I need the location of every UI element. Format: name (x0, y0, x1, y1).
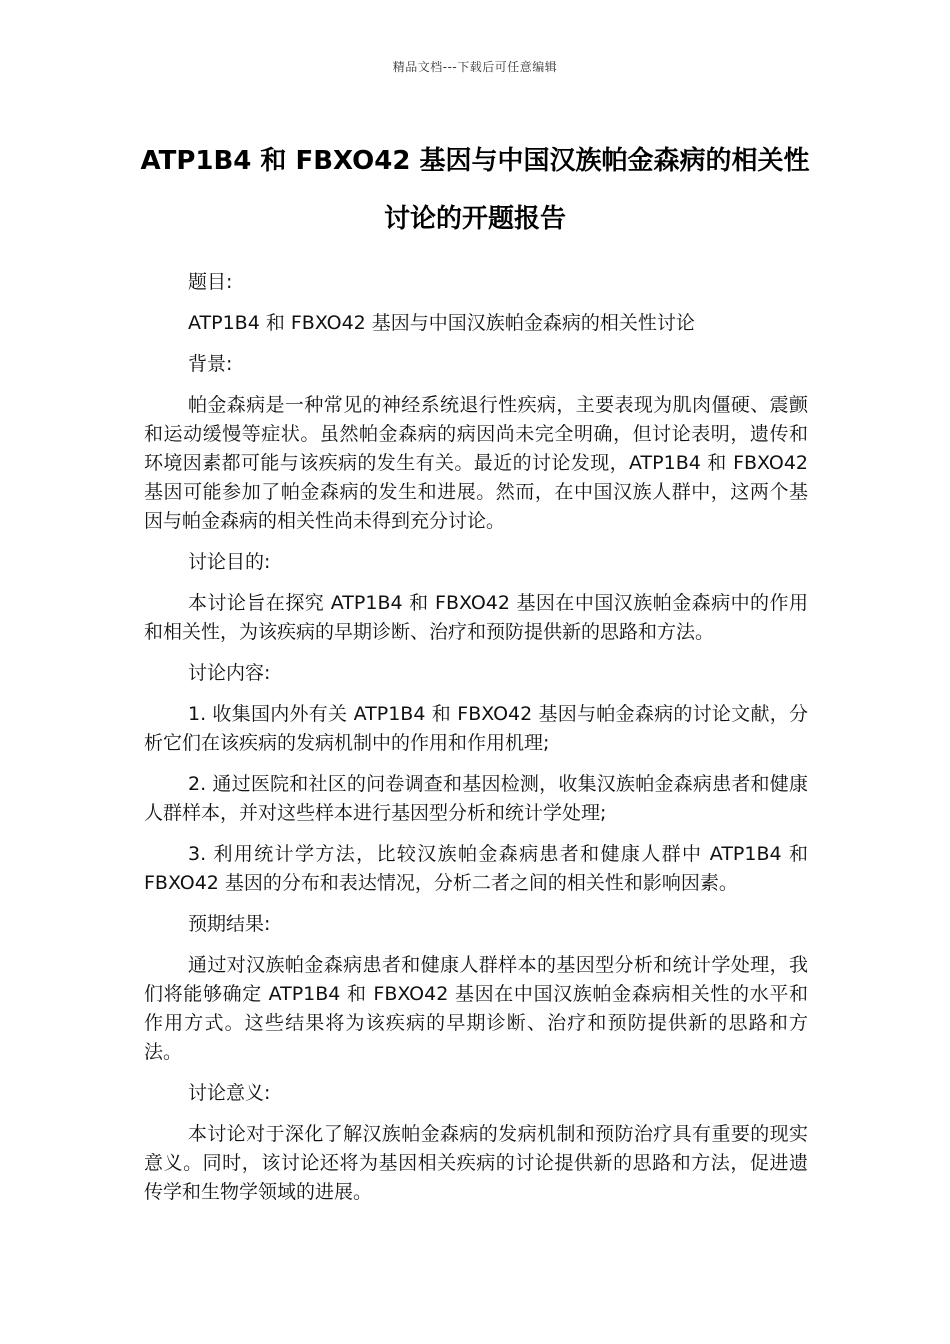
purpose-paragraph: 本讨论旨在探究 ATP1B4 和 FBXO42 基因在中国汉族帕金森病中的作用和相关性，为该疾病的早期诊断、治疗和预防提供新的思路和方法。 (144, 592, 808, 643)
content-item-3: 3. 利用统计学方法，比较汉族帕金森病患者和健康人群中 ATP1B4 和 FBXO42 基因的分布和表达情况，分析二者之间的相关性和影响因素。 (144, 843, 808, 894)
section-heading-background: 背景: (188, 353, 233, 375)
section-heading-expected-results: 预期结果: (188, 913, 271, 935)
topic-text: ATP1B4 和 FBXO42 基因与中国汉族帕金森病的相关性讨论 (188, 312, 695, 334)
section-heading-content: 讨论内容: (188, 662, 271, 684)
section-heading-purpose: 讨论目的: (188, 551, 271, 573)
document-title: ATP1B4 和 FBXO42 基因与中国汉族帕金森病的相关性讨论的开题报告 (140, 146, 810, 234)
content-item-1: 1. 收集国内外有关 ATP1B4 和 FBXO42 基因与帕金森病的讨论文献，分析它们在该疾病的发病机制中的作用和作用机理; (144, 703, 808, 754)
significance-paragraph: 本讨论对于深化了解汉族帕金森病的发病机制和预防治疗具有重要的现实意义。同时，该讨论还将为基因相关疾病的讨论提供新的思路和方法，促进遗传学和生物学领域的进展。 (144, 1123, 808, 1203)
expected-results-paragraph: 通过对汉族帕金森病患者和健康人群样本的基因型分析和统计学处理，我们将能够确定 ATP1B4 和 FBXO42 基因在中国汉族帕金森病相关性的水平和作用方式。这些结果将为该疾病的早期诊断、治疗和预防提供新的思路和方法。 (144, 954, 808, 1063)
document-body (144, 268, 808, 1219)
section-heading-topic: 题目: (188, 271, 233, 293)
background-paragraph: 帕金森病是一种常见的神经系统退行性疾病，主要表现为肌肉僵硬、震颤和运动缓慢等症状。虽然帕金森病的病因尚未完全明确，但讨论表明，遗传和环境因素都可能与该疾病的发生有关。最近的讨论发现，ATP1B4 和 FBXO42 基因可能参加了帕金森病的发生和进展。然而，在中国汉族人群中，这两个基因与帕金森病的相关性尚未得到充分讨论。 (144, 394, 808, 532)
section-heading-significance: 讨论意义: (188, 1082, 271, 1104)
page-header: 精品文档---下载后可任意编辑 (392, 60, 558, 74)
content-item-2: 2. 通过医院和社区的问卷调查和基因检测，收集汉族帕金森病患者和健康人群样本，并对这些样本进行基因型分析和统计学处理; (144, 773, 808, 824)
